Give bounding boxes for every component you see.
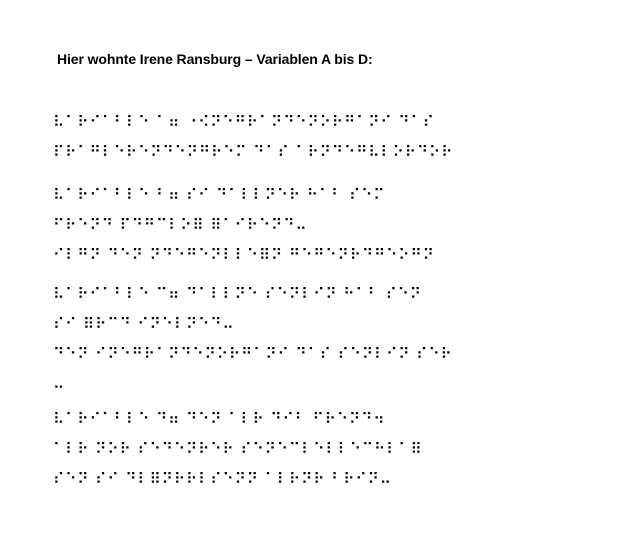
braille-block-c	[53, 279, 633, 399]
braille-line: ⠧⠁⠗⠊⠁⠃⠇⠑ ⠉⠶ ⠙⠁⠇⠇⠝⠑ ⠎⠑⠝⠇⠊⠝ ⠓⠁⠃ ⠎⠑⠝	[53, 285, 422, 303]
braille-line: ⠤	[53, 375, 66, 393]
braille-line: ⠎⠑⠝ ⠎⠊ ⠙⠇⠿⠝⠗⠗⠇⠎⠑⠝⠝ ⠁⠇⠗⠝⠗ ⠃⠗⠊⠝⠤	[53, 470, 392, 488]
braille-line: ⠏⠗⠁⠛⠇⠑⠗⠑⠝⠙⠑⠝⠛⠗⠑⠍ ⠙⠁⠎ ⠁⠗⠝⠙⠑⠛⠧⠇⠕⠗⠙⠕⠗	[53, 143, 454, 161]
braille-line: ⠊⠇⠛⠝ ⠙⠑⠝ ⠝⠙⠑⠛⠑⠝⠇⠇⠑⠿⠝ ⠛⠑⠛⠑⠝⠗⠙⠛⠑⠕⠛⠝	[53, 246, 435, 264]
braille-line: ⠎⠊ ⠿⠗⠉⠙ ⠊⠝⠑⠇⠝⠑⠙⠤	[53, 315, 235, 333]
braille-line: ⠋⠗⠑⠝⠙ ⠏⠙⠛⠉⠇⠕⠿ ⠿⠁⠊⠗⠑⠝⠙⠤	[53, 216, 308, 234]
braille-line: ⠧⠁⠗⠊⠁⠃⠇⠑ ⠃⠶ ⠎⠊ ⠙⠁⠇⠇⠝⠑⠗ ⠓⠁⠃ ⠎⠑⠍	[53, 186, 386, 204]
braille-block-d	[53, 404, 633, 494]
page-title: Hier wohnte Irene Ransburg – Variablen A bis D:	[57, 51, 373, 67]
braille-line: ⠙⠑⠝ ⠊⠝⠑⠛⠗⠁⠝⠙⠑⠝⠕⠗⠛⠁⠝⠊ ⠙⠁⠎ ⠎⠑⠝⠇⠊⠝ ⠎⠑⠗	[53, 345, 453, 363]
braille-line: ⠁⠇⠗ ⠝⠕⠗ ⠎⠑⠙⠑⠝⠗⠑⠗ ⠎⠑⠝⠑⠉⠇⠑⠇⠇⠑⠉⠓⠇⠁⠿	[53, 440, 423, 458]
braille-block-b	[53, 180, 633, 270]
braille-line: ⠧⠁⠗⠊⠁⠃⠇⠑ ⠁⠶ ⠐⠪⠝⠑⠛⠗⠁⠝⠙⠑⠝⠕⠗⠛⠁⠝⠊ ⠙⠁⠎	[53, 113, 435, 131]
braille-line: ⠧⠁⠗⠊⠁⠃⠇⠑ ⠙⠶ ⠙⠑⠝ ⠁⠇⠗ ⠙⠊⠃ ⠋⠗⠑⠝⠙⠲	[53, 410, 386, 428]
braille-block-a	[53, 107, 633, 167]
